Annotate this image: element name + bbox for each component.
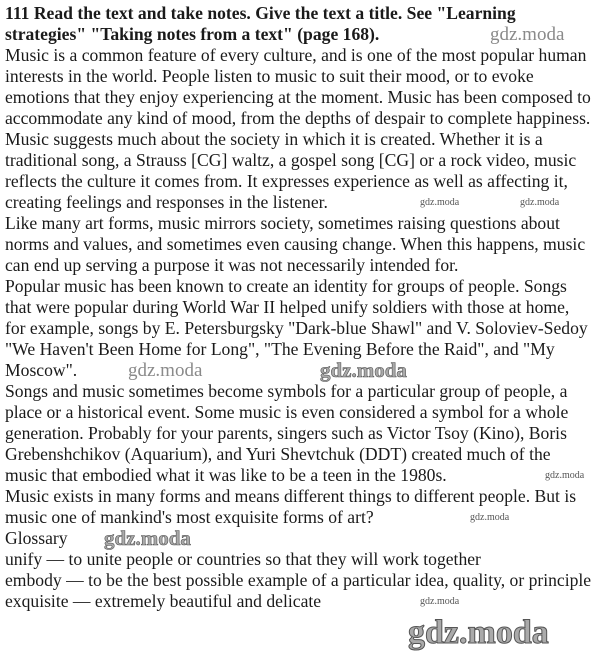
text-line: interests in the world. People listen to music to suit their mood, or to evoke <box>5 66 534 86</box>
exercise-title: 111 Read the text and take notes. Give the text a title. See "Learning <box>5 3 516 23</box>
text-line: Glossary <box>5 528 68 548</box>
text-line: Moscow". <box>5 360 78 380</box>
watermark: gdz.moda <box>320 358 407 382</box>
text-line: Music exists in many forms and means different things to different people. But is <box>5 486 577 506</box>
text-line: that were popular during World War II helped unify soldiers with those at home, <box>5 297 570 317</box>
text-line: creating feelings and responses in the listener. <box>5 192 328 212</box>
text-line: exquisite — extremely beautiful and delicate <box>5 591 322 611</box>
text-line: can end up serving a purpose it was not necessarily intended for. <box>5 255 459 275</box>
watermark: gdz.moda <box>408 614 549 651</box>
text-line: music one of mankind's most exquisite forms of art? <box>5 507 374 527</box>
text-line: Music is a common feature of every culture, and is one of the most popular human <box>5 45 587 65</box>
watermark: gdz.moda <box>104 526 191 550</box>
watermark: gdz.moda <box>545 470 585 481</box>
text-line: for example, songs by E. Petersburgsky "Dark-blue Shawl" and V. Soloviev-Sedoy <box>5 318 588 338</box>
text-line: Grebenshchikov (Aquarium), and Yuri Shevtchuk (DDT) created much of the <box>5 444 551 464</box>
text-line: embody — to be the best possible example of a particular idea, quality, or principle <box>5 570 592 590</box>
document <box>5 3 615 612</box>
document-body <box>5 45 615 612</box>
text-line: accommodate any kind of mood, from the depths of despair to complete happiness. <box>5 108 591 128</box>
text-line: Like many art forms, music mirrors society, sometimes raising questions about <box>5 213 560 233</box>
exercise-title: strategies" "Taking notes from a text" (page 168). <box>5 24 380 44</box>
text-line: Popular music has been known to create an identity for groups of people. Songs <box>5 276 567 296</box>
text-line: unify — to unite people or countries so that they will work together <box>5 549 481 569</box>
text-line: reflects the culture it comes from. It expresses experience as well as affecting it, <box>5 171 568 191</box>
watermark: gdz.moda <box>420 596 460 607</box>
text-line: "We Haven't Been Home for Long", "The Evening Before the Raid", and "My <box>5 339 555 359</box>
text-line: Music suggests much about the society in which it is created. Whether it is a <box>5 129 543 149</box>
text-line: emotions that they enjoy experiencing at the moment. Music has been composed to <box>5 87 591 107</box>
text-line: music that embodied what it was like to be a teen in the 1980s. <box>5 465 447 485</box>
text-line: traditional song, a Strauss [CG] waltz, a gospel song [CG] or a rock video, music <box>5 150 577 170</box>
watermark: gdz.moda <box>520 197 560 208</box>
text-line: generation. Probably for your parents, singers such as Victor Tsoy (Kino), Boris <box>5 423 567 443</box>
text-line: place or a historical event. Some music is even considered a symbol for a whole <box>5 402 569 422</box>
text-line: norms and values, and sometimes even causing change. When this happens, music <box>5 234 586 254</box>
watermark: gdz.moda <box>128 360 203 381</box>
text-line: Songs and music sometimes become symbols for a particular group of people, a <box>5 381 568 401</box>
watermark: gdz.moda <box>490 24 565 45</box>
watermark: gdz.moda <box>470 512 510 523</box>
watermark: gdz.moda <box>420 197 460 208</box>
